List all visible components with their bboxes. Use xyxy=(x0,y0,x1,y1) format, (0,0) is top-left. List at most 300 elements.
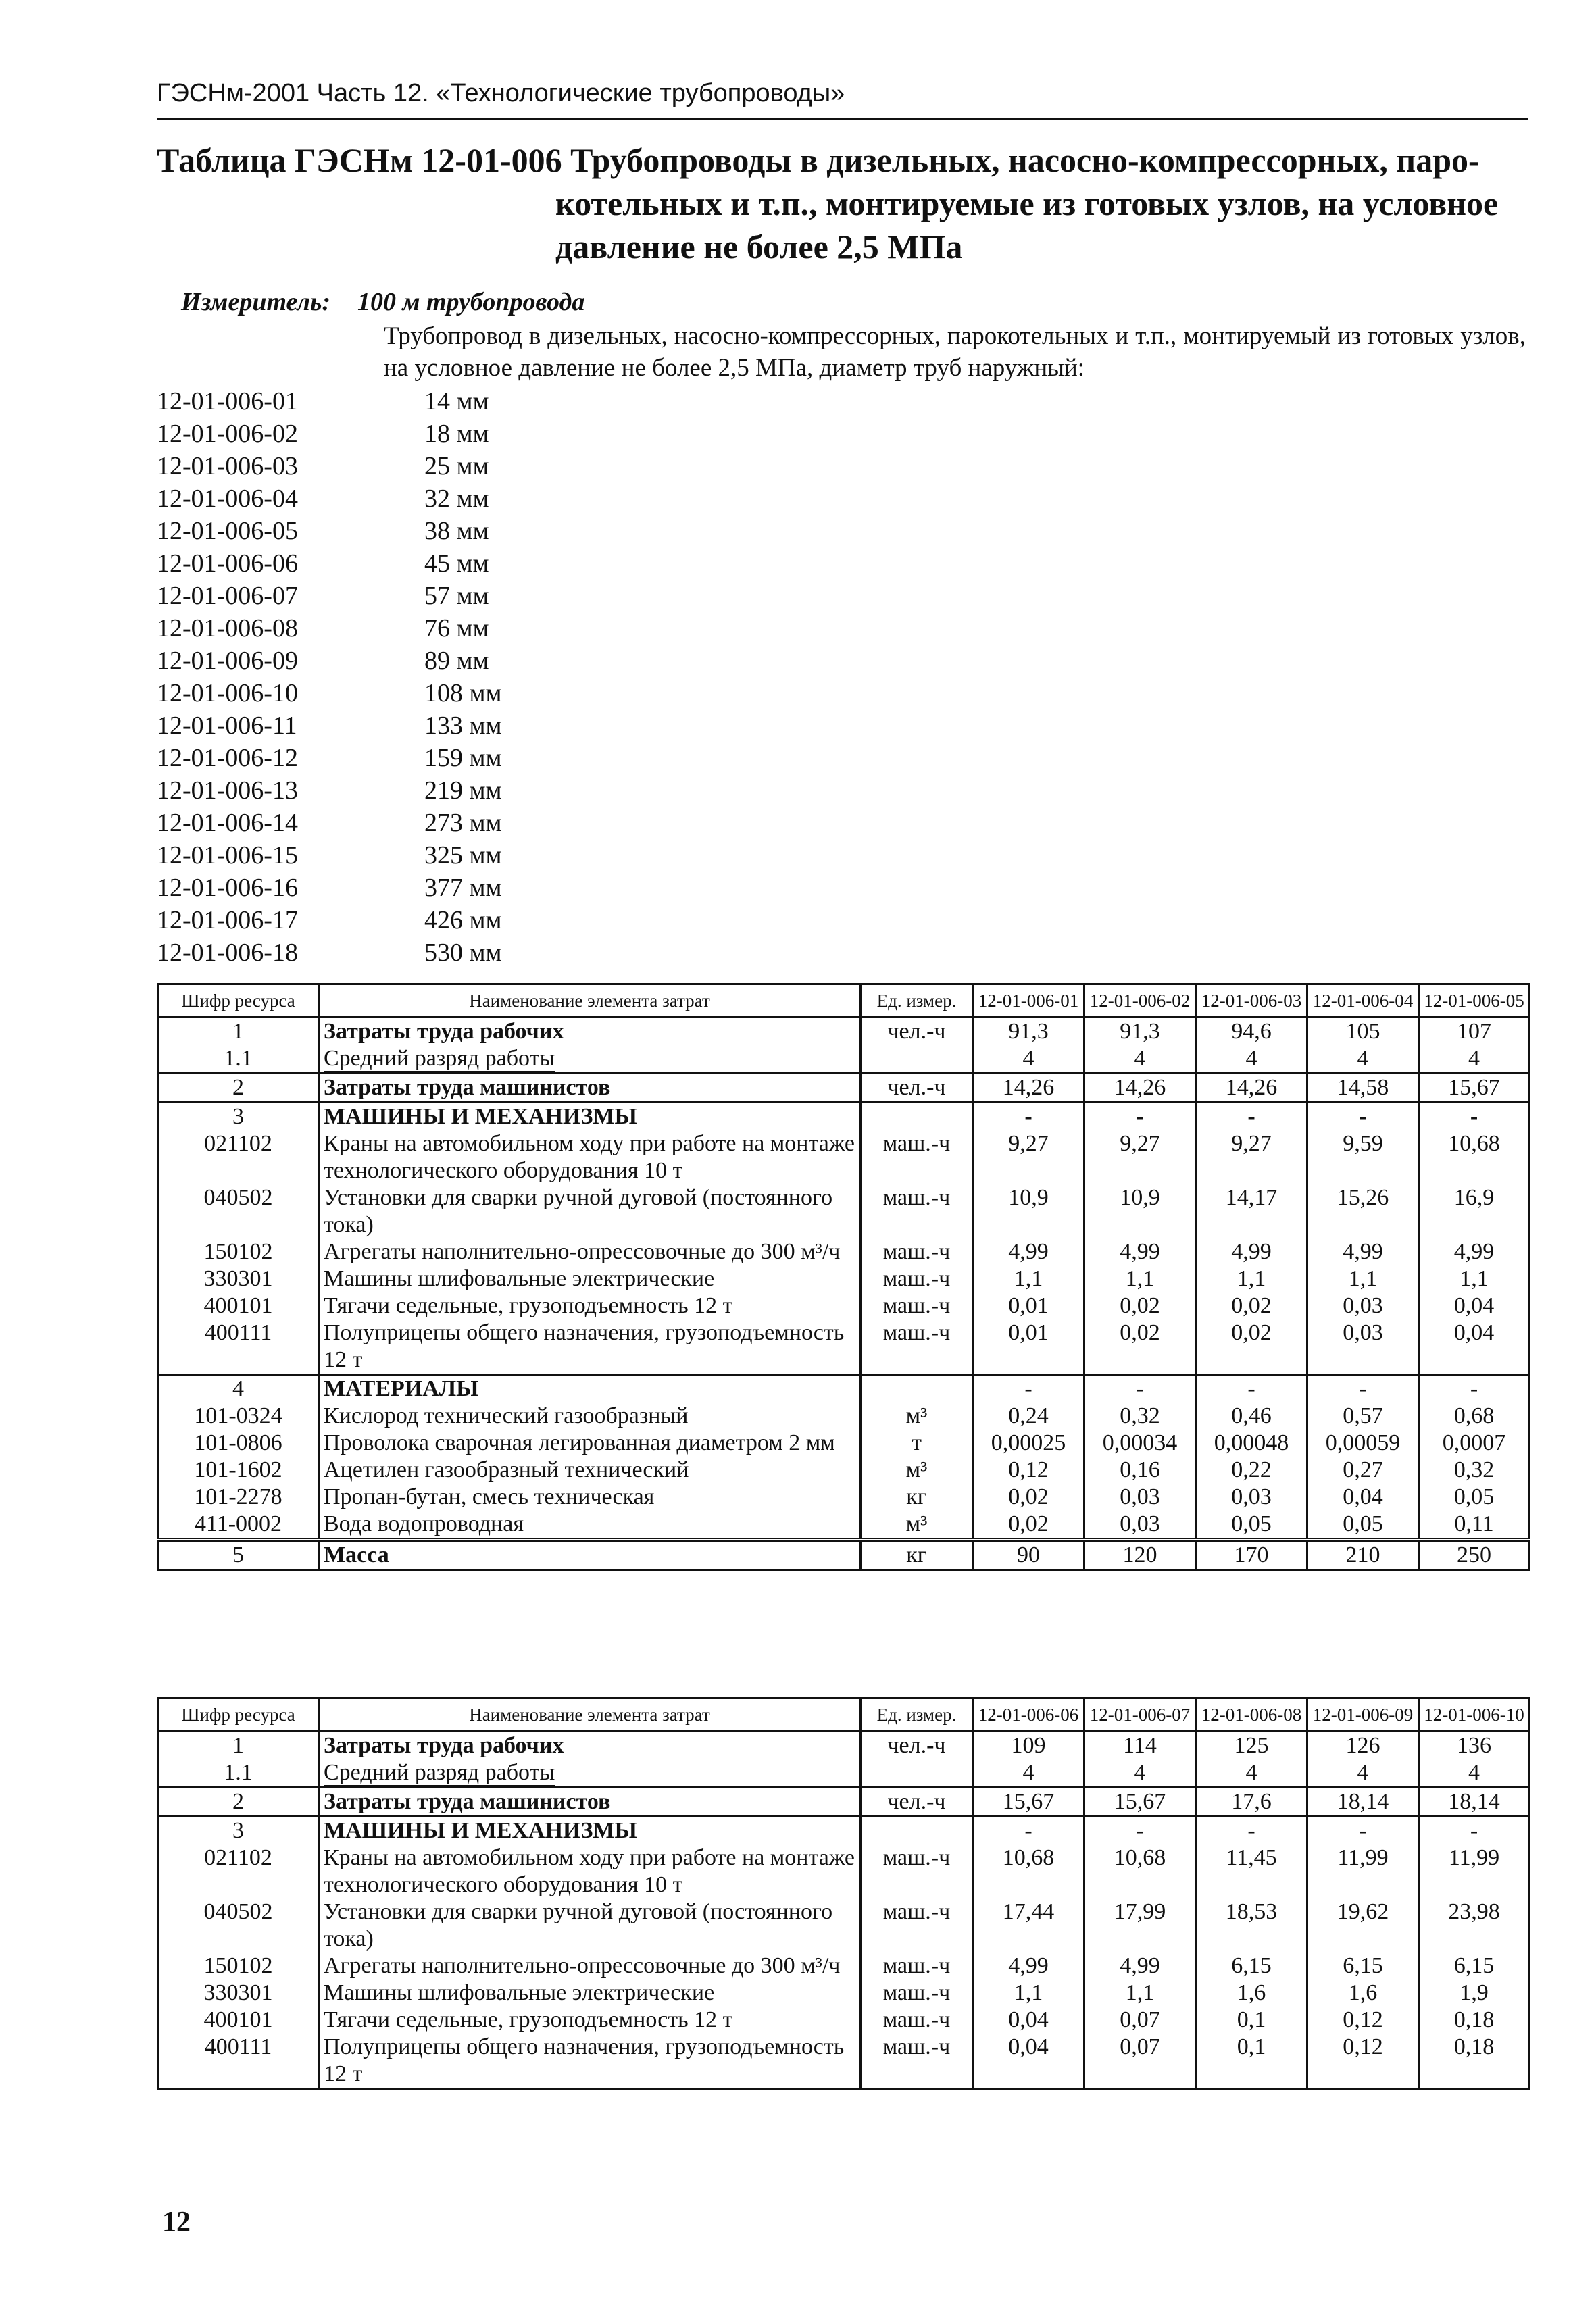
running-header: ГЭСНм-2001 Часть 12. «Технологические трубопроводы» xyxy=(157,74,1528,120)
cell-value: 1,1 xyxy=(1307,1265,1419,1292)
cost-element-text: Тягачи седельные, грузоподъемность 12 т xyxy=(324,2007,733,2032)
cell-value: 0,32 xyxy=(1084,1403,1196,1430)
cell-value: 91,3 xyxy=(973,1017,1084,1046)
code-list-code: 12-01-006-17 xyxy=(157,906,298,934)
cell-value: 4 xyxy=(1419,1045,1530,1074)
cell-value: 0,03 xyxy=(1307,1319,1419,1375)
cell-resource-code: 040502 xyxy=(158,1898,319,1953)
cell-value: 4 xyxy=(973,1759,1084,1788)
cell-resource-code: 1.1 xyxy=(158,1759,319,1788)
cell-value: 17,44 xyxy=(973,1898,1084,1953)
cost-element-text: Пропан-бутан, смесь техническая xyxy=(324,1484,655,1509)
cell-value: 0,04 xyxy=(973,2007,1084,2034)
cell-cost-element xyxy=(319,1017,861,1046)
cost-element-text: Средний разряд работы xyxy=(324,1760,555,1785)
code-list-size: 45 мм xyxy=(424,549,489,578)
cell-resource-code: 330301 xyxy=(158,1980,319,2007)
cost-element-text: МАТЕРИАЛЫ xyxy=(324,1376,479,1401)
cell-value: 23,98 xyxy=(1419,1898,1530,1953)
code-list-size: 89 мм xyxy=(424,647,489,675)
cell-unit: чел.-ч xyxy=(861,1074,973,1103)
cell-unit: маш.-ч xyxy=(861,1898,973,1953)
table-title-line-1: Таблица ГЭСНм 12-01-006 Трубопроводы в дизельных, насосно-компрессорных, паро- xyxy=(157,141,1480,179)
code-list-code: 12-01-006-11 xyxy=(157,711,297,740)
cell-cost-element xyxy=(319,1292,861,1319)
cell-unit: маш.-ч xyxy=(861,1844,973,1898)
table-row xyxy=(158,1732,1530,1760)
code-list-size: 377 мм xyxy=(424,874,502,902)
cell-resource-code: 3 xyxy=(158,1103,319,1131)
cell-resource-code: 021102 xyxy=(158,1130,319,1184)
cell-value: 0,12 xyxy=(973,1457,1084,1484)
cost-element-text: Затраты труда рабочих xyxy=(324,1019,564,1044)
cell-unit: м³ xyxy=(861,1511,973,1540)
table-title xyxy=(157,139,1535,268)
measure-label: Измеритель: xyxy=(181,288,330,316)
cell-value: 4 xyxy=(1419,1759,1530,1788)
cell-value: 15,67 xyxy=(973,1788,1084,1817)
code-list-size: 25 мм xyxy=(424,452,489,480)
cell-value: 9,27 xyxy=(1084,1130,1196,1184)
cell-value: 0,18 xyxy=(1419,2034,1530,2089)
cell-value: 4 xyxy=(973,1045,1084,1074)
cell-resource-code: 2 xyxy=(158,1074,319,1103)
cell-cost-element xyxy=(319,2034,861,2089)
cell-value: 15,67 xyxy=(1084,1788,1196,1817)
cell-cost-element xyxy=(319,1457,861,1484)
table-row xyxy=(158,1017,1530,1046)
cell-value: 11,99 xyxy=(1307,1844,1419,1898)
measure-value: 100 м трубопровода xyxy=(357,288,585,316)
table-header-row xyxy=(158,984,1530,1017)
cell-value: 1,6 xyxy=(1196,1980,1307,2007)
cell-value: - xyxy=(1419,1103,1530,1131)
cell-cost-element xyxy=(319,1238,861,1265)
table-title-line-2: котельных и т.п., монтируемые из готовых узлов, на условное xyxy=(555,184,1499,222)
cell-value: 0,32 xyxy=(1419,1457,1530,1484)
cell-resource-code: 1.1 xyxy=(158,1045,319,1074)
code-list-item xyxy=(157,807,502,839)
cell-cost-element xyxy=(319,2007,861,2034)
cell-resource-code: 330301 xyxy=(158,1265,319,1292)
table-row xyxy=(158,1540,1530,1570)
cell-value: 11,45 xyxy=(1196,1844,1307,1898)
cell-unit: т xyxy=(861,1430,973,1457)
code-list-item xyxy=(157,385,502,418)
code-list-code: 12-01-006-07 xyxy=(157,582,298,610)
cell-value: 0,46 xyxy=(1196,1403,1307,1430)
page-number: 12 xyxy=(162,2207,191,2238)
cell-unit: маш.-ч xyxy=(861,1980,973,2007)
table-row xyxy=(158,1511,1530,1540)
code-list-item xyxy=(157,580,502,612)
cell-resource-code: 3 xyxy=(158,1817,319,1845)
cell-value: 0,03 xyxy=(1307,1292,1419,1319)
code-list-item xyxy=(157,709,502,742)
table-row xyxy=(158,1484,1530,1511)
cell-value: 0,02 xyxy=(1084,1319,1196,1375)
code-list-item xyxy=(157,547,502,580)
code-list-item xyxy=(157,450,502,482)
table-row xyxy=(158,1045,1530,1074)
cost-element-text: МАШИНЫ И МЕХАНИЗМЫ xyxy=(324,1818,637,1843)
cell-value: 4 xyxy=(1084,1045,1196,1074)
code-list-size: 32 мм xyxy=(424,484,489,513)
cell-value: 0,00059 xyxy=(1307,1430,1419,1457)
header-norm-code: 12-01-006-07 xyxy=(1084,1699,1196,1732)
table-row xyxy=(158,1953,1530,1980)
cell-resource-code: 400111 xyxy=(158,2034,319,2089)
cell-value: 0,05 xyxy=(1307,1511,1419,1540)
cell-value: 105 xyxy=(1307,1017,1419,1046)
cell-value: 6,15 xyxy=(1419,1953,1530,1980)
cell-value: 9,27 xyxy=(973,1130,1084,1184)
cell-value: 6,15 xyxy=(1196,1953,1307,1980)
cell-value: 0,04 xyxy=(973,2034,1084,2089)
cell-cost-element xyxy=(319,1045,861,1074)
table-row xyxy=(158,1980,1530,2007)
cell-value: 0,1 xyxy=(1196,2034,1307,2089)
cell-value: 0,03 xyxy=(1084,1511,1196,1540)
code-list-size: 38 мм xyxy=(424,517,489,545)
code-list-size: 273 мм xyxy=(424,809,502,837)
cell-unit: м³ xyxy=(861,1403,973,1430)
cell-cost-element xyxy=(319,1074,861,1103)
cost-element-text: Масса xyxy=(324,1542,389,1567)
cell-cost-element xyxy=(319,1511,861,1540)
cell-value: 0,02 xyxy=(1084,1292,1196,1319)
header-cost-element: Наименование элемента затрат xyxy=(319,984,861,1017)
cell-value: 4,99 xyxy=(1419,1238,1530,1265)
table-row xyxy=(158,1457,1530,1484)
cell-resource-code: 101-0324 xyxy=(158,1403,319,1430)
table-row xyxy=(158,2007,1530,2034)
cell-value: 0,05 xyxy=(1419,1484,1530,1511)
cell-value: 4 xyxy=(1084,1759,1196,1788)
header-norm-code: 12-01-006-02 xyxy=(1084,984,1196,1017)
cell-value: 1,1 xyxy=(973,1980,1084,2007)
code-list-code: 12-01-006-01 xyxy=(157,387,298,416)
cell-resource-code: 1 xyxy=(158,1017,319,1046)
code-list-code: 12-01-006-05 xyxy=(157,517,298,545)
cell-resource-code: 411-0002 xyxy=(158,1511,319,1540)
cell-value: 0,00025 xyxy=(973,1430,1084,1457)
cell-cost-element xyxy=(319,1898,861,1953)
code-list-size: 18 мм xyxy=(424,420,489,448)
cell-value: 0,04 xyxy=(1419,1319,1530,1375)
cell-value: 18,53 xyxy=(1196,1898,1307,1953)
cost-element-text: Агрегаты наполнительно-опрессовочные до 300 м³/ч xyxy=(324,1239,841,1264)
cell-value: 1,1 xyxy=(1419,1265,1530,1292)
code-list-size: 219 мм xyxy=(424,776,502,805)
cell-value: 10,9 xyxy=(973,1184,1084,1238)
cell-value: 10,68 xyxy=(1084,1844,1196,1898)
cell-cost-element xyxy=(319,1759,861,1788)
code-list xyxy=(157,385,502,969)
table-row xyxy=(158,1759,1530,1788)
cell-resource-code: 150102 xyxy=(158,1238,319,1265)
cell-value: - xyxy=(1196,1817,1307,1845)
cell-resource-code: 021102 xyxy=(158,1844,319,1898)
cell-resource-code: 1 xyxy=(158,1732,319,1760)
cost-element-text: Кислород технический газообразный xyxy=(324,1403,689,1428)
cost-element-text: Машины шлифовальные электрические xyxy=(324,1266,715,1291)
cell-value: - xyxy=(973,1817,1084,1845)
cost-element-text: МАШИНЫ И МЕХАНИЗМЫ xyxy=(324,1104,637,1129)
cell-cost-element xyxy=(319,1130,861,1184)
cell-value: - xyxy=(1307,1103,1419,1131)
cell-cost-element xyxy=(319,1732,861,1760)
cost-element-text: Агрегаты наполнительно-опрессовочные до 300 м³/ч xyxy=(324,1953,841,1978)
cost-element-text: Затраты труда рабочих xyxy=(324,1733,564,1758)
cell-value: 10,9 xyxy=(1084,1184,1196,1238)
cell-value: 4,99 xyxy=(1196,1238,1307,1265)
cell-value: 11,99 xyxy=(1419,1844,1530,1898)
cell-value: 0,68 xyxy=(1419,1403,1530,1430)
cell-value: 15,67 xyxy=(1419,1074,1530,1103)
cell-value: - xyxy=(1419,1375,1530,1403)
cell-value: 0,11 xyxy=(1419,1511,1530,1540)
header-norm-code: 12-01-006-01 xyxy=(973,984,1084,1017)
cell-value: - xyxy=(973,1103,1084,1131)
cell-value: 14,26 xyxy=(1196,1074,1307,1103)
cost-element-text: Ацетилен газообразный технический xyxy=(324,1457,689,1482)
cell-value: 0,24 xyxy=(973,1403,1084,1430)
cell-unit: маш.-ч xyxy=(861,1265,973,1292)
cell-value: 0,18 xyxy=(1419,2007,1530,2034)
table-row xyxy=(158,1375,1530,1403)
cost-element-text: Вода водопроводная xyxy=(324,1511,524,1536)
cell-value: 1,1 xyxy=(1084,1265,1196,1292)
code-list-item xyxy=(157,482,502,515)
cell-unit: кг xyxy=(861,1484,973,1511)
cell-cost-element xyxy=(319,1184,861,1238)
cell-value: 4 xyxy=(1307,1045,1419,1074)
cell-resource-code: 400111 xyxy=(158,1319,319,1375)
code-list-code: 12-01-006-03 xyxy=(157,452,298,480)
cell-unit: маш.-ч xyxy=(861,2007,973,2034)
cell-unit xyxy=(861,1045,973,1074)
cell-cost-element xyxy=(319,1103,861,1131)
cell-cost-element xyxy=(319,1265,861,1292)
cell-resource-code: 040502 xyxy=(158,1184,319,1238)
cell-resource-code: 101-0806 xyxy=(158,1430,319,1457)
cell-unit: маш.-ч xyxy=(861,1292,973,1319)
resource-table-1 xyxy=(157,983,1530,1571)
code-list-size: 76 мм xyxy=(424,614,489,643)
cell-resource-code: 400101 xyxy=(158,2007,319,2034)
table-row xyxy=(158,1103,1530,1131)
code-list-code: 12-01-006-18 xyxy=(157,938,298,967)
code-list-code: 12-01-006-06 xyxy=(157,549,298,578)
table-row xyxy=(158,1130,1530,1184)
cost-element-text: Затраты труда машинистов xyxy=(324,1789,611,1814)
cell-value: 10,68 xyxy=(1419,1130,1530,1184)
table-row xyxy=(158,2034,1530,2089)
cell-value: 90 xyxy=(973,1540,1084,1570)
cell-value: 210 xyxy=(1307,1540,1419,1570)
cell-cost-element xyxy=(319,1403,861,1430)
cell-cost-element xyxy=(319,1540,861,1570)
code-list-item xyxy=(157,774,502,807)
cell-cost-element xyxy=(319,1319,861,1375)
header-unit: Ед. измер. xyxy=(861,984,973,1017)
cost-element-text: Установки для сварки ручной дуговой (постоянного тока) xyxy=(324,1899,833,1951)
cell-value: 4,99 xyxy=(1084,1238,1196,1265)
cell-unit xyxy=(861,1759,973,1788)
description: Трубопровод в дизельных, насосно-компрессорных, парокотельных и т.п., монтируемый из готовых узлов, на условное давление не более 2,5 МПа, диаметр труб наружный: xyxy=(384,322,1526,382)
cell-unit: маш.-ч xyxy=(861,1184,973,1238)
cell-cost-element xyxy=(319,1953,861,1980)
cell-value: 1,1 xyxy=(973,1265,1084,1292)
table-row xyxy=(158,1292,1530,1319)
cell-value: 17,99 xyxy=(1084,1898,1196,1953)
code-list-item xyxy=(157,418,502,450)
table-row xyxy=(158,1430,1530,1457)
measure-unit xyxy=(181,285,584,319)
cell-value: - xyxy=(973,1375,1084,1403)
cell-unit: м³ xyxy=(861,1457,973,1484)
code-list-item xyxy=(157,872,502,904)
cell-resource-code: 101-2278 xyxy=(158,1484,319,1511)
cell-value: - xyxy=(1196,1375,1307,1403)
cell-value: 4,99 xyxy=(973,1238,1084,1265)
cell-value: 91,3 xyxy=(1084,1017,1196,1046)
cell-value: 4,99 xyxy=(973,1953,1084,1980)
cell-value: 125 xyxy=(1196,1732,1307,1760)
cell-value: 94,6 xyxy=(1196,1017,1307,1046)
cell-value: 0,07 xyxy=(1084,2007,1196,2034)
header-norm-code: 12-01-006-10 xyxy=(1419,1699,1530,1732)
cell-value: - xyxy=(1419,1817,1530,1845)
cell-unit: маш.-ч xyxy=(861,1319,973,1375)
cell-cost-element xyxy=(319,1980,861,2007)
cost-element-text: Краны на автомобильном ходу при работе на монтаже технологического оборудования 10 т xyxy=(324,1845,855,1897)
code-list-size: 159 мм xyxy=(424,744,502,772)
cell-value: 14,26 xyxy=(973,1074,1084,1103)
cell-value: 0,07 xyxy=(1084,2034,1196,2089)
code-list-size: 325 мм xyxy=(424,841,502,870)
cell-value: 126 xyxy=(1307,1732,1419,1760)
table-row xyxy=(158,1844,1530,1898)
cell-value: 0,0007 xyxy=(1419,1430,1530,1457)
cell-cost-element xyxy=(319,1430,861,1457)
table-header-row xyxy=(158,1699,1530,1732)
cell-unit: маш.-ч xyxy=(861,1238,973,1265)
resource-table-2 xyxy=(157,1697,1530,2090)
cell-unit: маш.-ч xyxy=(861,1130,973,1184)
table-row xyxy=(158,1319,1530,1375)
cell-value: 19,62 xyxy=(1307,1898,1419,1953)
cell-value: 0,04 xyxy=(1419,1292,1530,1319)
cell-value: 0,02 xyxy=(973,1511,1084,1540)
cell-value: 4 xyxy=(1307,1759,1419,1788)
code-list-code: 12-01-006-16 xyxy=(157,874,298,902)
table-row xyxy=(158,1817,1530,1845)
cell-value: 0,05 xyxy=(1196,1511,1307,1540)
header-norm-code: 12-01-006-06 xyxy=(973,1699,1084,1732)
cell-value: 14,17 xyxy=(1196,1184,1307,1238)
cell-value: 0,00034 xyxy=(1084,1430,1196,1457)
header-norm-code: 12-01-006-09 xyxy=(1307,1699,1419,1732)
code-list-size: 14 мм xyxy=(424,387,489,416)
cell-unit xyxy=(861,1103,973,1131)
cell-value: - xyxy=(1084,1103,1196,1131)
cell-cost-element xyxy=(319,1817,861,1845)
header-norm-code: 12-01-006-04 xyxy=(1307,984,1419,1017)
cell-value: 16,9 xyxy=(1419,1184,1530,1238)
code-list-code: 12-01-006-02 xyxy=(157,420,298,448)
cell-value: 0,03 xyxy=(1084,1484,1196,1511)
header-unit: Ед. измер. xyxy=(861,1699,973,1732)
cell-value: 0,00048 xyxy=(1196,1430,1307,1457)
code-list-size: 530 мм xyxy=(424,938,502,967)
header-cost-element: Наименование элемента затрат xyxy=(319,1699,861,1732)
code-list-item xyxy=(157,677,502,709)
code-list-size: 57 мм xyxy=(424,582,489,610)
table-row xyxy=(158,1265,1530,1292)
header-norm-code: 12-01-006-03 xyxy=(1196,984,1307,1017)
header-norm-code: 12-01-006-08 xyxy=(1196,1699,1307,1732)
cell-unit: чел.-ч xyxy=(861,1017,973,1046)
cell-value: 0,03 xyxy=(1196,1484,1307,1511)
table-row xyxy=(158,1184,1530,1238)
cell-value: 4 xyxy=(1196,1759,1307,1788)
cell-unit: чел.-ч xyxy=(861,1788,973,1817)
code-list-item xyxy=(157,742,502,774)
table-row xyxy=(158,1788,1530,1817)
cell-value: 1,9 xyxy=(1419,1980,1530,2007)
cell-value: 1,6 xyxy=(1307,1980,1419,2007)
cell-value: 170 xyxy=(1196,1540,1307,1570)
cell-value: 0,02 xyxy=(1196,1292,1307,1319)
cell-value: 9,27 xyxy=(1196,1130,1307,1184)
cell-resource-code: 2 xyxy=(158,1788,319,1817)
cell-value: 0,22 xyxy=(1196,1457,1307,1484)
cell-value: - xyxy=(1084,1375,1196,1403)
cell-value: 0,12 xyxy=(1307,2034,1419,2089)
cell-unit: чел.-ч xyxy=(861,1732,973,1760)
cell-value: 114 xyxy=(1084,1732,1196,1760)
cell-resource-code: 101-1602 xyxy=(158,1457,319,1484)
cost-element-text: Краны на автомобильном ходу при работе на монтаже технологического оборудования 10 т xyxy=(324,1131,855,1183)
cost-element-text: Тягачи седельные, грузоподъемность 12 т xyxy=(324,1293,733,1318)
header-norm-code: 12-01-006-05 xyxy=(1419,984,1530,1017)
cell-value: 0,01 xyxy=(973,1319,1084,1375)
cell-value: 17,6 xyxy=(1196,1788,1307,1817)
cell-value: 0,1 xyxy=(1196,2007,1307,2034)
header-resource-code: Шифр ресурса xyxy=(158,984,319,1017)
cell-cost-element xyxy=(319,1844,861,1898)
cell-unit: маш.-ч xyxy=(861,2034,973,2089)
cell-value: 0,01 xyxy=(973,1292,1084,1319)
cell-unit xyxy=(861,1375,973,1403)
cell-value: 15,26 xyxy=(1307,1184,1419,1238)
cell-value: 4,99 xyxy=(1307,1238,1419,1265)
cell-value: 4 xyxy=(1196,1045,1307,1074)
code-list-item xyxy=(157,645,502,677)
table-row xyxy=(158,1898,1530,1953)
code-list-code: 12-01-006-14 xyxy=(157,809,298,837)
cell-value: - xyxy=(1307,1817,1419,1845)
table-row xyxy=(158,1403,1530,1430)
cell-value: 0,27 xyxy=(1307,1457,1419,1484)
cell-value: 136 xyxy=(1419,1732,1530,1760)
cell-resource-code: 5 xyxy=(158,1540,319,1570)
cell-value: - xyxy=(1196,1103,1307,1131)
code-list-size: 133 мм xyxy=(424,711,502,740)
cell-value: 14,58 xyxy=(1307,1074,1419,1103)
